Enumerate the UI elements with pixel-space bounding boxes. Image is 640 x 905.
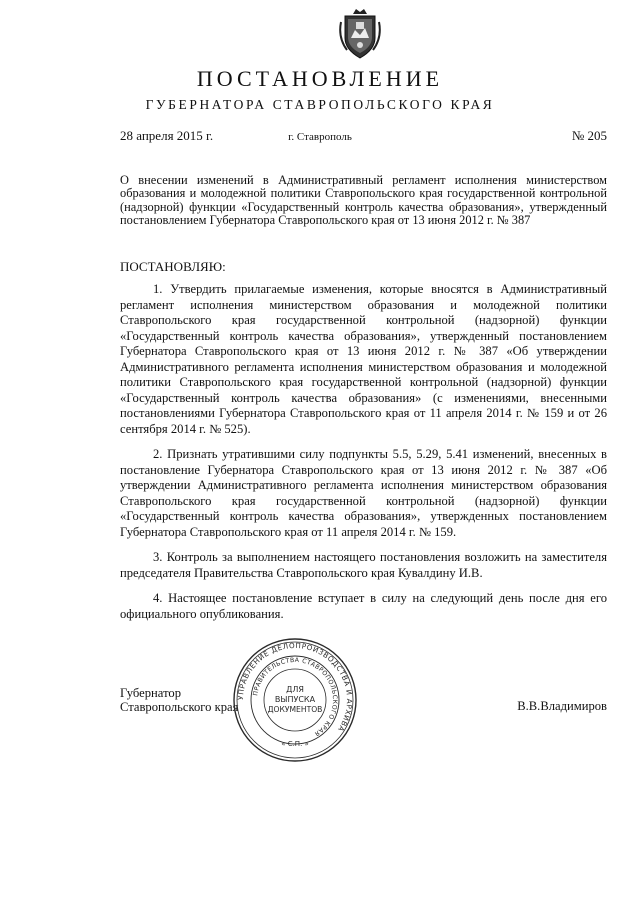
document-title: ПОСТАНОВЛЕНИЕ	[196, 66, 444, 91]
paragraph-2: 2. Признать утратившими силу подпункты 5.5, 5.29, 5.41 изменений, внесенных в постановление Губернатора Ставропольского края от 13 июня 2012 г. № 387 «Об утверждении Административного регламента исполнения министерством образования Ставропольского края государственной контрольной (надзорной) функции «Государственный контроль качества образования», утвержденных постановлением Губернатора Ставропольского края от 11 апреля 2014 г. № 159.	[120, 447, 607, 539]
svg-text:ПРАВИТЕЛЬСТВА СТАВРОПОЛЬСКОГО: ПРАВИТЕЛЬСТВА СТАВРОПОЛЬСКОГО КРАЯ	[252, 656, 339, 738]
decree-word: ПОСТАНОВЛЯЮ:	[120, 259, 226, 274]
svg-text:« С.П. »: « С.П. »	[281, 740, 309, 748]
svg-text:ВЫПУСКА: ВЫПУСКА	[274, 695, 316, 704]
signatory-name: В.В.Владимиров	[517, 699, 607, 713]
document-city: г. Ставрополь	[288, 131, 352, 143]
signatory-title-line1: Губернатор	[120, 686, 181, 700]
official-stamp-icon	[231, 636, 359, 764]
paragraph-4: 4. Настоящее постановление вступает в силу на следующий день после дня его официального опубликования.	[120, 591, 607, 621]
document-subtitle: ГУБЕРНАТОРА СТАВРОПОЛЬСКОГО КРАЯ	[145, 97, 495, 112]
document-number: № 205	[571, 128, 607, 143]
paragraph-3: 3. Контроль за выполнением настоящего постановления возложить на заместителя председателя Правительства Ставропольского края Кувалдину И.В.	[120, 550, 607, 580]
svg-text:УПРАВЛЕНИЕ ДЕЛОПРОИЗВОДСТВА И: УПРАВЛЕНИЕ ДЕЛОПРОИЗВОДСТВА И АРХИВА	[235, 640, 355, 734]
document-date: 28 апреля 2015 г.	[120, 128, 214, 143]
svg-text:ДОКУМЕНТОВ: ДОКУМЕНТОВ	[267, 705, 323, 714]
document-subject: О внесении изменений в Административный регламент исполнения министерством образования и молодежной политики Ставропольского края государственной контрольной (надзорной) функции «Государственный контроль качества образования», утвержденный постановлением Губернатора Ставропольского края от 13 июня 2012 г. № 387	[120, 173, 607, 227]
signatory-title-line2: Ставропольского края	[120, 700, 239, 714]
svg-text:ДЛЯ: ДЛЯ	[286, 685, 304, 694]
paragraph-1: 1. Утвердить прилагаемые изменения, которые вносятся в Административный регламент исполнения министерством образования и молодежной политики Ставропольского края государственной контрольной (надзорной) функции «Государственный контроль качества образования», утвержденный постановлением Губернатора Ставропольского края от 13 июня 2012 г. № 387 «Об утверждении Административного регламента исполнения министерством образования и молодежной политики Ставропольского края государственной контрольной (надзорной) функции «Государственный контроль качества образования» (с изменениями, внесенными постановлениями Губернатора Ставропольского края от 11 апреля 2014 г. № 159 и от 26 сентября 2014 г. № 525).	[120, 282, 607, 436]
signatory-title	[120, 686, 238, 714]
document-body	[120, 282, 607, 632]
coat-of-arms-icon	[337, 8, 383, 60]
